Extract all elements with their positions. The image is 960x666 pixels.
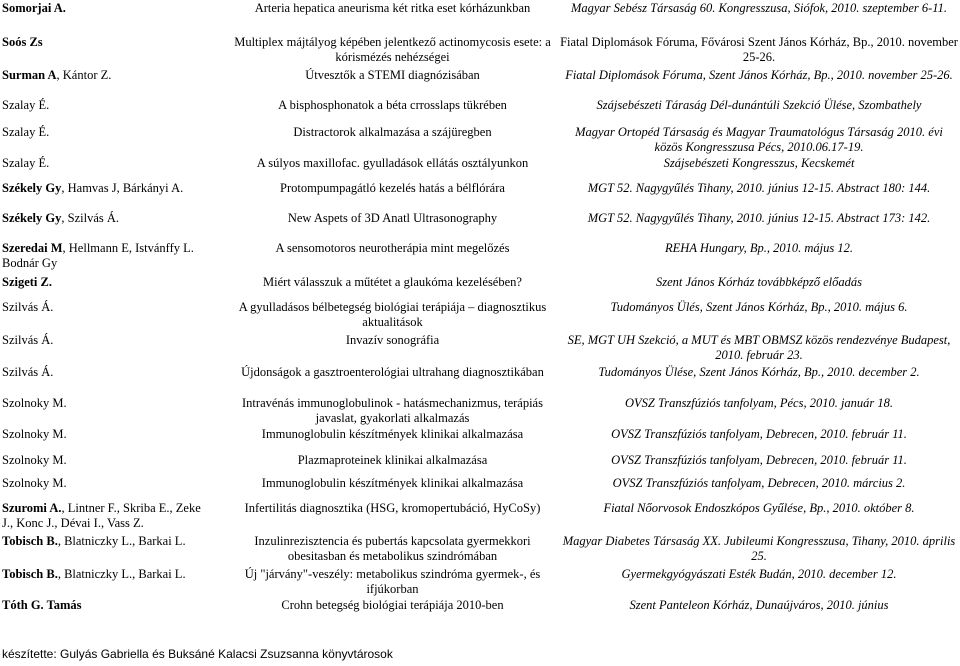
title-cell: Útvesztők a STEMI diagnózisában: [305, 68, 480, 82]
co-authors: , Szilvás Á.: [61, 211, 120, 225]
title-cell: Distractorok alkalmazása a szájüregben: [293, 125, 492, 139]
author-cell: [2, 68, 228, 83]
title-cell: Inzulinrezisztencia és pubertás kapcsolata gyermekkori obesitasban és metabolikus szindrómában: [254, 534, 531, 563]
venue-cell: SE, MGT UH Szekció, a MUT és MBT OBMSZ közös rendezvénye Budapest, 2010. február 23.: [567, 333, 951, 362]
title-cell: A gyulladásos bélbetegség biológiai terápiája – diagnosztikus aktualitások: [238, 300, 547, 329]
venue-cell: Szájsebészeti Kongresszus, Kecskemét: [663, 156, 855, 170]
first-author: Tóth G. Tamás: [2, 598, 82, 612]
author-cell: [2, 125, 228, 140]
co-authors: , Blatniczky L., Barkai L.: [57, 534, 186, 548]
co-authors: , Kántor Z.: [56, 68, 112, 82]
first-author: Szigeti Z.: [2, 275, 52, 289]
author-cell: [2, 156, 228, 171]
co-authors: Szalay É.: [2, 125, 50, 139]
first-author: Tobisch B.: [2, 567, 58, 581]
co-authors: Szalay É.: [2, 98, 50, 112]
author-cell: [2, 35, 228, 50]
venue-cell: Magyar Sebész Társaság 60. Kongresszusa, Siófok, 2010. szeptember 6-11.: [570, 1, 948, 15]
venue-cell: MGT 52. Nagygyűlés Tihany, 2010. június 12-15. Abstract 173: 142.: [587, 211, 931, 225]
venue-cell: Tudományos Ülés, Szent János Kórház, Bp., 2010. május 6.: [610, 300, 908, 314]
venue-cell: Fiatal Nőorvosok Endoszkópos Gyűlése, Bp., 2010. október 8.: [603, 501, 915, 515]
first-author: Somorjai A.: [2, 1, 66, 15]
author-cell: [2, 501, 212, 531]
author-cell: [2, 211, 228, 226]
title-cell: A sensomotoros neurotherápia mint megelőzés: [275, 241, 510, 255]
author-cell: [2, 333, 228, 348]
venue-cell: Fiatal Diplomások Fóruma, Szent János Kórház, Bp., 2010. november 25-26.: [565, 68, 953, 82]
title-cell: Immunoglobulin készítmények klinikai alkalmazása: [261, 476, 524, 490]
author-cell: [2, 181, 228, 196]
venue-cell: OVSZ Transzfúziós tanfolyam, Debrecen, 2010. március 2.: [612, 476, 906, 490]
first-author: Székely Gy: [2, 211, 62, 225]
co-authors: , Blatniczky L., Barkai L.: [57, 567, 186, 581]
venue-cell: REHA Hungary, Bp., 2010. május 12.: [665, 241, 853, 255]
author-cell: [2, 567, 228, 582]
author-cell: [2, 275, 228, 290]
first-author: Tobisch B.: [2, 534, 58, 548]
author-cell: [2, 453, 228, 468]
venue-cell: Fiatal Diplomások Fóruma, Fővárosi Szent János Kórház, Bp., 2010. november 25-26.: [560, 35, 958, 64]
title-cell: Crohn betegség biológiai terápiája 2010-ben: [281, 598, 504, 612]
title-cell: Plazmaproteinek klinikai alkalmazása: [297, 453, 488, 467]
co-authors: Szalay É.: [2, 156, 50, 170]
venue-cell: Szájsebészeti Táraság Dél-dunántúli Szekció Ülése, Szombathely: [596, 98, 922, 112]
first-author: Surman A: [2, 68, 57, 82]
title-cell: Multiplex májtályog képében jelentkező actinomycosis esete: a kórismézés nehézségei: [234, 35, 551, 64]
co-authors: Szilvás Á.: [2, 300, 54, 314]
title-cell: Intravénás immunoglobulinok - hatásmechanizmus, terápiás javaslat, gyakorlati alkalmazás: [242, 396, 543, 425]
venue-cell: Magyar Diabetes Társaság XX. Jubileumi Kongresszusa, Tihany, 2010. április 25.: [562, 534, 956, 563]
venue-cell: Magyar Ortopéd Társaság és Magyar Traumatológus Társaság 2010. évi közös Kongresszusa Pécs, 2010.06.17-19.: [575, 125, 943, 154]
author-cell: [2, 476, 228, 491]
title-cell: A súlyos maxillofac. gyulladások ellátás osztályunkon: [256, 156, 529, 170]
author-cell: [2, 1, 228, 16]
venue-cell: OVSZ Transzfúziós tanfolyam, Debrecen, 2010. február 11.: [611, 453, 907, 467]
venue-cell: OVSZ Transzfúziós tanfolyam, Pécs, 2010. január 18.: [624, 396, 894, 410]
co-authors: Szolnoky M.: [2, 427, 67, 441]
venue-cell: Tudományos Ülése, Szent János Kórház, Bp., 2010. december 2.: [598, 365, 920, 379]
author-cell: [2, 598, 228, 613]
title-cell: New Aspets of 3D Anatl Ultrasonography: [287, 211, 498, 225]
venue-cell: Gyermekgyógyászati Esték Budán, 2010. december 12.: [621, 567, 897, 581]
author-cell: [2, 241, 228, 271]
author-cell: [2, 427, 228, 442]
title-cell: Immunoglobulin készítmények klinikai alkalmazása: [261, 427, 524, 441]
title-cell: A bisphosphonatok a béta crrosslaps tükrében: [278, 98, 507, 112]
venue-cell: Szent Panteleon Kórház, Dunaújváros, 2010. június: [629, 598, 889, 612]
title-cell: Új "járvány"-veszély: metabolikus szindróma gyermek-, és ifjúkorban: [244, 567, 541, 596]
first-author: Szuromi A.: [2, 501, 62, 515]
title-cell: Miért válasszuk a műtétet a glaukóma kezelésében?: [263, 275, 522, 289]
venue-cell: Szent János Kórház továbbképző előadás: [655, 275, 862, 289]
title-cell: Invazív sonográfia: [345, 333, 440, 347]
co-authors: , Lintner F., Skriba E., Zeke J., Konc J., Dévai I., Vass Z.: [2, 501, 201, 530]
co-authors: , Hellmann E, Istvánffy L. Bodnár Gy: [2, 241, 194, 270]
title-cell: Infertilitás diagnosztika (HSG, kromopertubáció, HyCoSy): [244, 501, 541, 515]
co-authors: Szolnoky M.: [2, 396, 67, 410]
title-cell: Újdonságok a gasztroenterológiai ultrahang diagnosztikában: [241, 365, 544, 379]
co-authors: , Hamvas J, Bárkányi A.: [61, 181, 184, 195]
co-authors: Szolnoky M.: [2, 476, 67, 490]
author-cell: [2, 534, 228, 549]
author-cell: [2, 300, 228, 315]
first-author: Soós Zs: [2, 35, 43, 49]
co-authors: Szilvás Á.: [2, 333, 54, 347]
first-author: Szeredai M: [2, 241, 63, 255]
footer-credit: készítette: Gulyás Gabriella és Buksáné Kalacsi Zsuzsanna könyvtárosok: [2, 647, 393, 661]
venue-cell: MGT 52. Nagygyűlés Tihany, 2010. június 12-15. Abstract 180: 144.: [587, 181, 931, 195]
first-author: Székely Gy: [2, 181, 62, 195]
author-cell: [2, 365, 228, 380]
title-cell: Arteria hepatica aneurisma két ritka eset kórházunkban: [254, 1, 531, 15]
venue-cell: OVSZ Transzfúziós tanfolyam, Debrecen, 2010. február 11.: [611, 427, 907, 441]
author-cell: [2, 396, 228, 411]
title-cell: Protompumpagátló kezelés hatás a bélflórára: [280, 181, 505, 195]
author-cell: [2, 98, 228, 113]
co-authors: Szilvás Á.: [2, 365, 54, 379]
co-authors: Szolnoky M.: [2, 453, 67, 467]
